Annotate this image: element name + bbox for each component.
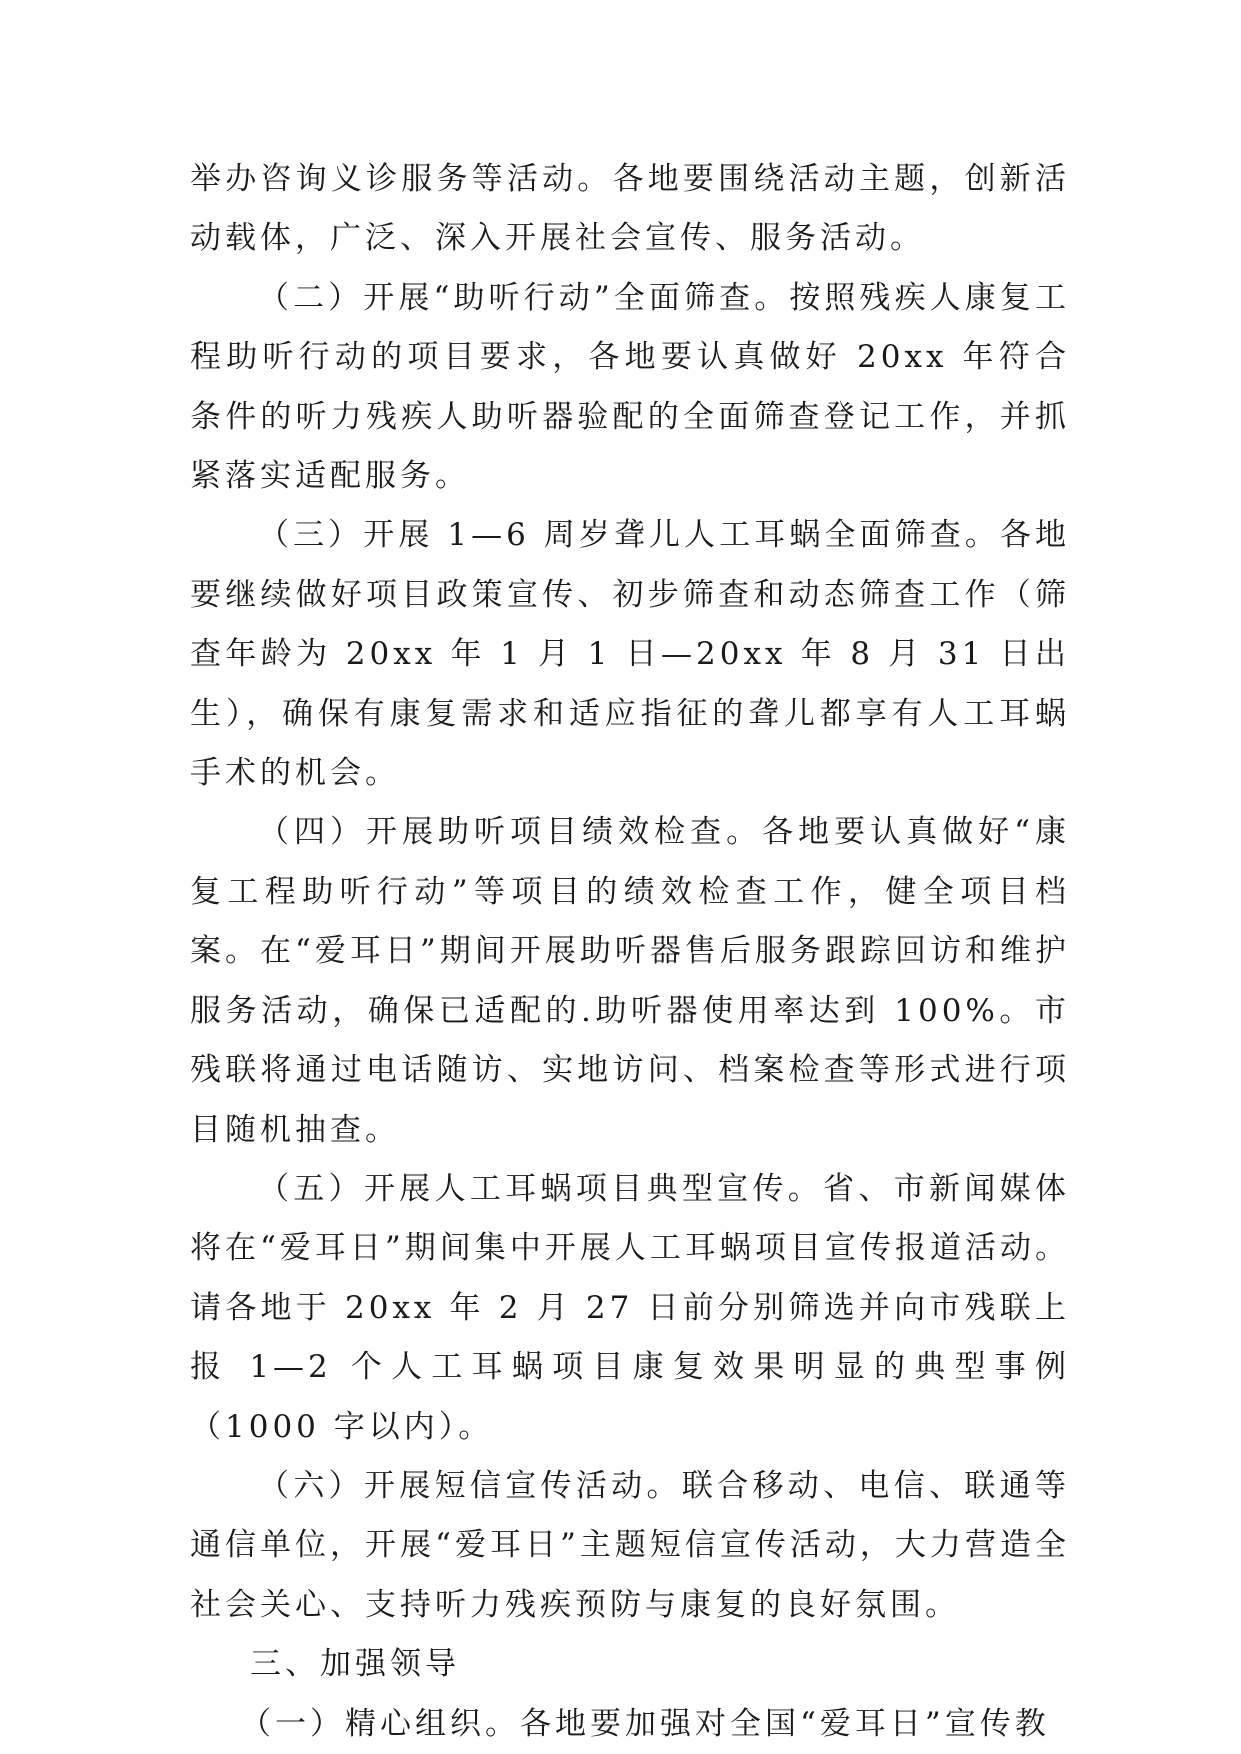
paragraph-continuation: 举办咨询义诊服务等活动。各地要围绕活动主题，创新活动载体，广泛、深入开展社会宣传、服务活动。 — [190, 161, 1070, 257]
paragraph-typical-publicity: （五）开展人工耳蜗项目典型宣传。省、市新闻媒体将在“爱耳日”期间集中开展人工耳蜗项目宣传报道活动。请各地于 20xx 年 2 月 27 日前分别筛选并向市残联上报 1—2 个人工耳蜗项目康复效果明显的典型事例（1000 字以内）。 — [190, 1170, 1070, 1445]
paragraph-hearing-aid-screening: （二）开展“助听行动”全面筛查。按照残疾人康复工程助听行动的项目要求，各地要认真做好 20xx 年符合条件的听力残疾人助听器验配的全面筛查登记工作，并抓紧落实适配服务。 — [190, 279, 1070, 495]
paragraph-sms-publicity: （六）开展短信宣传活动。联合移动、电信、联通等通信单位，开展“爱耳日”主题短信宣传活动，大力营造全社会关心、支持听力残疾预防与康复的良好氛围。 — [190, 1467, 1070, 1623]
document-body — [190, 150, 1070, 1754]
section-heading-leadership: 三、加强领导 — [250, 1646, 460, 1683]
paragraph-cochlear-implant-screening: （三）开展 1—6 周岁聋儿人工耳蜗全面筛查。各地要继续做好项目政策宣传、初步筛查和动态筛查工作（筛查年龄为 20xx 年 1 月 1 日—20xx 年 8 月 31 日出生），确保有康复需求和适应指征的聋儿都享有人工耳蜗手术的机会。 — [190, 517, 1070, 792]
paragraph-performance-check: （四）开展助听项目绩效检查。各地要认真做好“康复工程助听行动”等项目的绩效检查工作，健全项目档案。在“爱耳日”期间开展助听器售后服务跟踪回访和维护服务活动，确保已适配的.助听器使用率达到 100%。市残联将通过电话随访、实地访问、档案检查等形式进行项目随机抽查。 — [190, 814, 1070, 1148]
paragraph-careful-organization: （一）精心组织。各地要加强对全国“爱耳日”宣传教 — [240, 1705, 1050, 1742]
